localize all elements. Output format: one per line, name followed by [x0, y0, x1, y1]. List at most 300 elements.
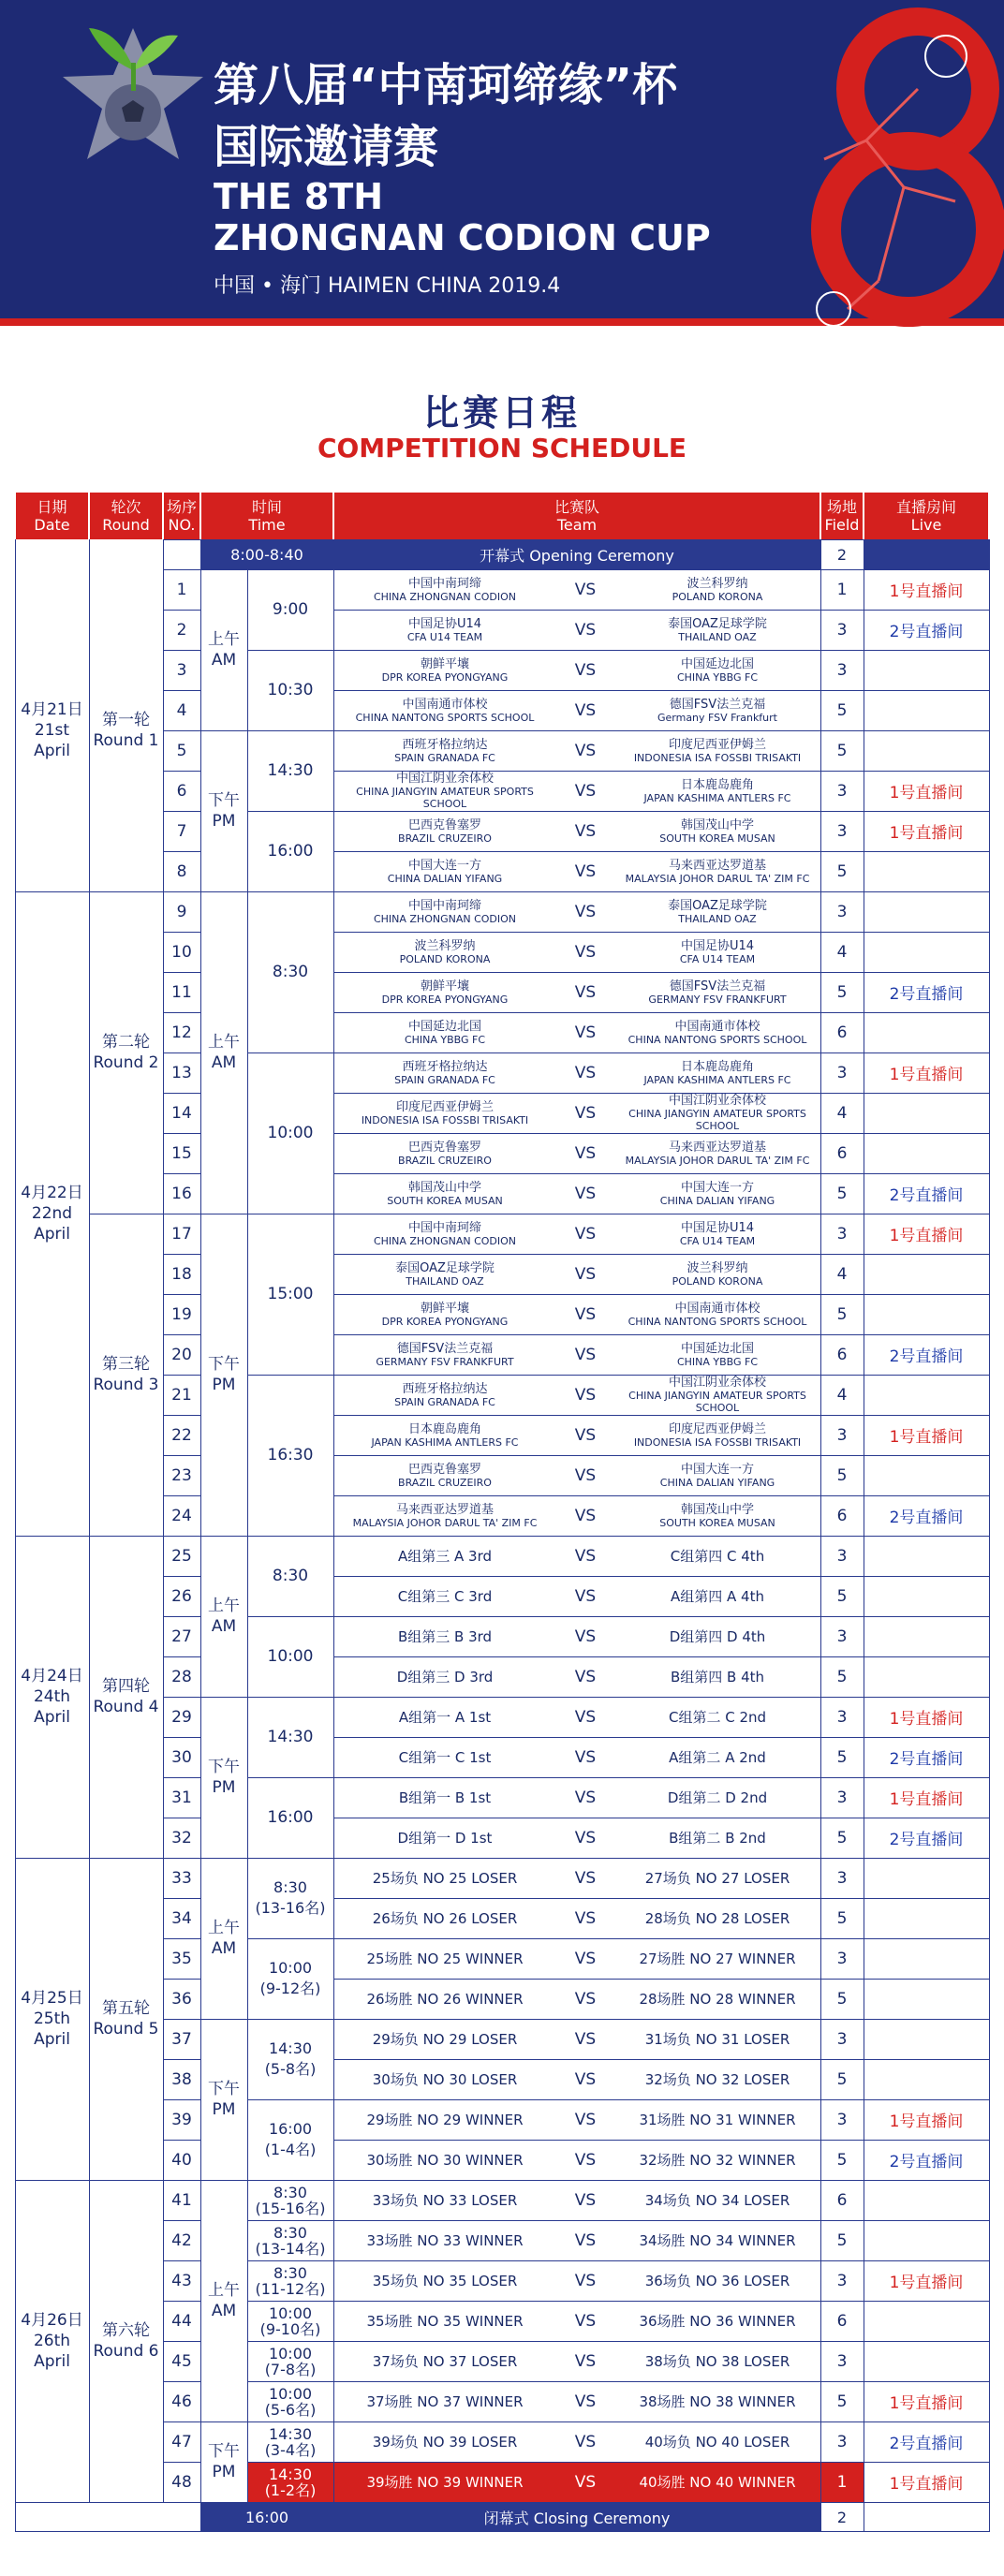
away-team — [614, 2220, 820, 2260]
field-cell: 3 — [836, 902, 848, 921]
grid-line — [200, 2421, 247, 2422]
vs-label: VS — [574, 1103, 597, 1123]
away-team — [614, 730, 820, 771]
grid-line — [200, 2180, 247, 2181]
vs-label: VS — [574, 2230, 597, 2250]
match-no: 19 — [171, 1304, 192, 1324]
time-cell: 14:30 — [267, 1728, 314, 1746]
match-no: 11 — [171, 982, 192, 1002]
away-team-en: SOUTH KOREA MUSAN — [659, 1516, 775, 1529]
live-room-link[interactable]: 2号直播间 — [889, 1186, 964, 1205]
vs-label: VS — [574, 2351, 597, 2371]
grid-line — [333, 1093, 989, 1094]
vs-label: VS — [574, 1304, 597, 1324]
home-team-cn: 中国延边北国 — [407, 1019, 481, 1034]
vs-label: VS — [574, 2029, 597, 2049]
field-cell: 5 — [836, 2392, 848, 2411]
away-team — [614, 1818, 820, 1858]
banner-title-en-2: ZHONGNAN CODION CUP — [214, 217, 711, 258]
away-team-label: A组第四 A 4th — [671, 1588, 764, 1605]
home-team — [333, 650, 556, 690]
home-team — [333, 2220, 556, 2260]
away-team-en: CHINA DALIAN YIFANG — [659, 1476, 775, 1489]
home-team-label: D组第三 D 3rd — [396, 1669, 494, 1685]
grid-line — [163, 2019, 200, 2020]
grid-line — [89, 2180, 163, 2181]
away-team — [614, 1495, 820, 1536]
field-cell: 5 — [836, 1586, 848, 1606]
away-team-cn: 德国FSV法兰克福 — [669, 697, 766, 712]
away-team — [614, 2180, 820, 2220]
grid-line — [333, 1455, 989, 1456]
vs-label: VS — [574, 1667, 597, 1686]
schedule-table — [15, 493, 989, 2562]
grid-line — [333, 1173, 989, 1174]
field-cell: 5 — [836, 2150, 848, 2170]
away-team — [614, 811, 820, 851]
away-team-en: GERMANY FSV FRANKFURT — [648, 993, 787, 1006]
home-team — [333, 1697, 556, 1737]
header-banner — [0, 0, 1004, 337]
away-team — [614, 1012, 820, 1052]
away-team-cn: 马来西亚达罗道基 — [668, 1140, 766, 1155]
home-team — [333, 1858, 556, 1898]
grid-line — [247, 730, 333, 731]
home-team — [333, 1294, 556, 1334]
grid-line — [333, 610, 989, 611]
big-eight-player-graphic — [768, 0, 1004, 337]
grid-line — [247, 2502, 333, 2503]
away-team-en: POLAND KORONA — [672, 590, 763, 603]
away-team-label: D组第四 D 4th — [669, 1628, 766, 1645]
time-cell: 15:00 — [267, 1285, 314, 1303]
vs-label: VS — [574, 741, 597, 760]
home-team-en: GERMANY FSV FRANKFURT — [376, 1355, 514, 1368]
grid-line — [333, 1536, 989, 1537]
home-team — [333, 1656, 556, 1697]
header-date: 日期 Date — [16, 493, 88, 539]
away-team-cn: 泰国OAZ足球学院 — [668, 898, 767, 913]
live-room-link[interactable]: 2号直播间 — [889, 2435, 964, 2453]
live-room-link[interactable]: 2号直播间 — [889, 1347, 964, 1366]
home-team-label: A组第一 A 1st — [398, 1709, 492, 1726]
grid-line — [89, 891, 163, 892]
live-room-link[interactable]: 2号直播间 — [889, 2153, 964, 2171]
grid-line — [163, 811, 200, 812]
field-cell: 3 — [836, 1788, 848, 1807]
match-no: 18 — [171, 1264, 192, 1284]
home-team-en: CHINA DALIAN YIFANG — [387, 872, 503, 885]
half-day-cell: 上午 AM — [208, 630, 240, 670]
match-no: 20 — [171, 1345, 192, 1364]
match-no: 36 — [171, 1989, 192, 2009]
match-no: 10 — [171, 942, 192, 962]
away-team — [614, 1737, 820, 1777]
away-team-en: CHINA YBBG FC — [676, 1355, 759, 1368]
time-cell: 8:30 (15-16名) — [255, 2183, 326, 2217]
vs-label: VS — [574, 1828, 597, 1847]
live-room-link[interactable]: 2号直播间 — [889, 623, 964, 641]
away-team — [614, 1093, 820, 1133]
away-team-cn: 中国南通市体校 — [674, 1301, 760, 1316]
field-cell: 5 — [836, 861, 848, 881]
match-no: 48 — [171, 2472, 192, 2492]
live-room-link[interactable]: 1号直播间 — [889, 1790, 964, 1809]
home-team — [333, 2341, 556, 2381]
match-no: 24 — [171, 1506, 192, 1525]
away-team-label: 34场负 NO 34 LOSER — [644, 2192, 790, 2209]
away-team — [614, 2462, 820, 2502]
away-team-cn: 印度尼西亚伊姆兰 — [668, 1421, 766, 1436]
home-team-label: 33场负 NO 33 LOSER — [372, 2192, 518, 2209]
live-room-link[interactable]: 1号直播间 — [889, 824, 964, 843]
grid-line — [333, 1576, 989, 1577]
grid-line — [333, 1858, 989, 1859]
closing-label: 闭幕式 Closing Ceremony — [333, 2502, 820, 2532]
home-team-en: INDONESIA ISA FOSSBI TRISAKTI — [361, 1113, 529, 1126]
field-cell: 3 — [836, 660, 848, 680]
grid-line — [247, 1052, 333, 1053]
field-cell: 3 — [836, 1627, 848, 1646]
home-team-cn: 波兰科罗纳 — [414, 938, 476, 953]
away-team-label: 40场胜 NO 40 WINNER — [639, 2474, 796, 2491]
round-cell: 第二轮 Round 2 — [93, 1033, 159, 1072]
match-no: 21 — [171, 1385, 192, 1405]
home-team — [333, 972, 556, 1012]
grid-line — [163, 2502, 200, 2503]
away-team — [614, 1294, 820, 1334]
away-team-label: A组第二 A 2nd — [669, 1749, 766, 1766]
grid-line — [200, 2502, 247, 2503]
vs-label: VS — [574, 2392, 597, 2411]
home-team-cn: 西班牙格拉纳达 — [402, 737, 488, 752]
grid-line — [163, 650, 200, 651]
home-team-en: CHINA JIANGYIN AMATEUR SPORTS SCHOOL — [356, 786, 534, 810]
vs-label: VS — [574, 2069, 597, 2089]
away-team-en: POLAND KORONA — [672, 1274, 763, 1288]
time-cell: 16:00 — [267, 842, 314, 861]
vs-label: VS — [574, 1425, 597, 1445]
match-no: 47 — [171, 2432, 192, 2451]
closing-field: 2 — [820, 2502, 864, 2532]
grid-line — [247, 1375, 333, 1376]
home-team — [333, 1455, 556, 1495]
home-team — [333, 1979, 556, 2019]
date-cell: 4月25日 25th April — [21, 1989, 83, 2049]
home-team — [333, 2019, 556, 2059]
match-no: 17 — [171, 1224, 192, 1244]
away-team-label: C组第四 C 4th — [670, 1548, 765, 1565]
match-no: 29 — [171, 1707, 192, 1727]
away-team-cn: 中国江阴业余体校 — [668, 1376, 766, 1390]
field-cell: 5 — [836, 1747, 848, 1767]
match-no: 4 — [176, 700, 187, 720]
grid-line — [247, 1536, 333, 1537]
match-no: 7 — [176, 821, 187, 841]
home-team-label: B组第一 B 1st — [398, 1789, 492, 1806]
vs-label: VS — [574, 1143, 597, 1163]
grid-line — [163, 771, 200, 772]
grid-line — [163, 569, 989, 570]
grid-line — [333, 1375, 989, 1376]
home-team — [333, 811, 556, 851]
away-team-label: C组第二 C 2nd — [668, 1709, 767, 1726]
grid-line — [15, 1858, 89, 1859]
grid-line — [163, 1858, 200, 1859]
vs-label: VS — [574, 1224, 597, 1244]
home-team-cn: 巴西克鲁塞罗 — [407, 1140, 481, 1155]
live-room-link[interactable]: 1号直播间 — [889, 784, 964, 802]
vs-label: VS — [574, 2110, 597, 2129]
grid-line — [333, 2180, 989, 2181]
time-cell: 10:00 — [267, 1647, 314, 1666]
grid-line — [333, 730, 989, 731]
header-field: 场地 Field — [821, 493, 863, 539]
grid-line — [200, 891, 247, 892]
match-no: 46 — [171, 2392, 192, 2411]
away-team-cn: 中国足协U14 — [680, 1220, 755, 1235]
field-cell: 4 — [836, 1103, 848, 1123]
away-team — [614, 2381, 820, 2421]
home-team — [333, 891, 556, 932]
home-team-en: BRAZIL CRUZEIRO — [398, 1154, 492, 1167]
home-team-label: 26场胜 NO 26 WINNER — [366, 1991, 524, 2008]
home-team-en: CFA U14 TEAM — [406, 630, 483, 643]
home-team — [333, 610, 556, 650]
live-room-link[interactable]: 1号直播间 — [889, 2274, 964, 2292]
date-cell: 4月26日 26th April — [21, 2311, 83, 2371]
away-team-en: CHINA JIANGYIN AMATEUR SPORTS SCHOOL — [628, 1108, 806, 1132]
grid-line — [163, 2180, 200, 2181]
home-team-cn: 巴西克鲁塞罗 — [407, 1462, 481, 1477]
grid-line — [163, 851, 200, 852]
grid-line — [163, 1375, 200, 1376]
match-no: 39 — [171, 2110, 192, 2129]
date-cell: 4月22日 22nd April — [21, 1184, 83, 1244]
away-team-en: THAILAND OAZ — [678, 912, 757, 925]
live-room-link[interactable]: 1号直播间 — [889, 1710, 964, 1729]
away-team — [614, 610, 820, 650]
grid-line — [15, 891, 89, 892]
match-no: 1 — [176, 580, 187, 599]
away-team — [614, 1616, 820, 1656]
away-team-en: SOUTH KOREA MUSAN — [659, 832, 775, 845]
field-cell: 5 — [836, 1908, 848, 1928]
vs-label: VS — [574, 1586, 597, 1606]
live-room-link[interactable]: 2号直播间 — [889, 985, 964, 1004]
grid-line — [163, 1415, 200, 1416]
home-team-label: 37场负 NO 37 LOSER — [372, 2353, 518, 2370]
home-team-cn: 朝鲜平壤 — [420, 656, 469, 671]
half-day-cell: 上午 AM — [208, 1919, 240, 1958]
away-team-en: MALAYSIA JOHOR DARUL TA' ZIM FC — [625, 1154, 810, 1167]
match-no: 22 — [171, 1425, 192, 1445]
time-cell: 10:00 (5-6名) — [264, 2384, 317, 2419]
home-team-en: SPAIN GRANADA FC — [394, 1073, 495, 1086]
field-cell: 5 — [836, 1828, 848, 1847]
away-team-cn: 波兰科罗纳 — [687, 1260, 748, 1275]
home-team-cn: 朝鲜平壤 — [420, 979, 469, 994]
match-no: 37 — [171, 2029, 192, 2049]
match-no: 27 — [171, 1627, 192, 1646]
header-no: 场序 NO. — [164, 493, 199, 539]
home-team — [333, 1576, 556, 1616]
home-team-en: SOUTH KOREA MUSAN — [387, 1194, 503, 1207]
live-room-link[interactable]: 1号直播间 — [889, 1066, 964, 1084]
field-cell: 3 — [836, 1868, 848, 1888]
match-no: 26 — [171, 1586, 192, 1606]
home-team — [333, 1133, 556, 1173]
time-cell: 16:00 (1-4名) — [264, 2120, 317, 2158]
away-team-en: THAILAND OAZ — [678, 630, 757, 643]
home-team — [333, 569, 556, 610]
match-no: 31 — [171, 1788, 192, 1807]
grid-line — [200, 730, 247, 731]
away-team-en: INDONESIA ISA FOSSBI TRISAKTI — [633, 751, 802, 764]
live-room-link[interactable]: 1号直播间 — [889, 2394, 964, 2413]
live-room-link[interactable]: 1号直播间 — [889, 1227, 964, 1245]
grid-line — [333, 1415, 989, 1416]
grid-line — [247, 2381, 333, 2382]
grid-line — [333, 972, 989, 973]
grid-line — [333, 1656, 989, 1657]
field-cell: 3 — [836, 2029, 848, 2049]
match-no: 30 — [171, 1747, 192, 1767]
time-cell: 8:30 (13-16名) — [255, 1878, 326, 1917]
grid-line — [89, 1536, 163, 1537]
grid-line — [163, 1777, 200, 1778]
vs-label: VS — [574, 1264, 597, 1284]
live-room-link[interactable]: 2号直播间 — [889, 1750, 964, 1769]
grid-line — [333, 690, 989, 691]
home-team-label: A组第三 A 3rd — [397, 1548, 493, 1565]
home-team-label: 30场负 NO 30 LOSER — [372, 2071, 518, 2088]
home-team-cn: 德国FSV法兰克福 — [396, 1341, 494, 1356]
grid-line — [163, 1133, 200, 1134]
home-team — [333, 1818, 556, 1858]
live-room-link[interactable]: 1号直播间 — [889, 1428, 964, 1447]
live-room-link[interactable]: 2号直播间 — [889, 1831, 964, 1849]
time-cell: 9:00 — [272, 600, 309, 619]
home-team — [333, 1012, 556, 1052]
grid-line — [163, 1697, 200, 1698]
grid-line — [247, 2220, 333, 2221]
grid-line — [163, 2140, 200, 2141]
away-team-cn: 日本鹿岛鹿角 — [680, 1059, 754, 1074]
home-team — [333, 771, 556, 811]
away-team-en: CFA U14 TEAM — [679, 1234, 756, 1247]
away-team — [614, 569, 820, 610]
live-room-link[interactable]: 1号直播间 — [889, 582, 964, 601]
away-team-label: 28场胜 NO 28 WINNER — [639, 1991, 796, 2008]
vs-label: VS — [574, 620, 597, 640]
away-team — [614, 690, 820, 730]
grid-line — [247, 1777, 333, 1778]
away-team-cn: 印度尼西亚伊姆兰 — [668, 737, 766, 752]
field-cell: 5 — [836, 1989, 848, 2009]
grid-line — [333, 1294, 989, 1295]
home-team-cn: 中国中南珂缔 — [407, 1220, 481, 1235]
home-team-label: 33场胜 NO 33 WINNER — [366, 2232, 524, 2249]
home-team — [333, 2421, 556, 2462]
grid-line — [163, 1052, 200, 1053]
home-team — [333, 1254, 556, 1294]
grid-line — [333, 851, 989, 852]
match-no: 41 — [171, 2190, 192, 2210]
match-no: 16 — [171, 1184, 192, 1203]
match-no: 44 — [171, 2311, 192, 2331]
match-no: 33 — [171, 1868, 192, 1888]
live-room-link[interactable]: 1号直播间 — [889, 2112, 964, 2131]
live-room-link[interactable]: 2号直播间 — [889, 1509, 964, 1527]
home-team — [333, 730, 556, 771]
away-team — [614, 2140, 820, 2180]
vs-label: VS — [574, 1949, 597, 1968]
home-team — [333, 2462, 556, 2502]
home-team — [333, 2099, 556, 2140]
away-team — [614, 932, 820, 972]
away-team — [614, 1334, 820, 1375]
grid-line — [163, 1294, 200, 1295]
home-team — [333, 2260, 556, 2301]
away-team — [614, 1576, 820, 1616]
grid-line — [247, 2019, 333, 2020]
live-room-link[interactable]: 1号直播间 — [889, 2475, 964, 2494]
grid-line — [333, 811, 989, 812]
grid-line — [15, 1536, 89, 1537]
away-team-label: 38场负 NO 38 LOSER — [644, 2353, 790, 2370]
vs-label: VS — [574, 1868, 597, 1888]
away-team — [614, 1254, 820, 1294]
home-team — [333, 1375, 556, 1415]
field-cell: 1 — [836, 580, 848, 599]
away-team-en: CHINA NANTONG SPORTS SCHOOL — [628, 1315, 807, 1328]
home-team-en: DPR KOREA PYONGYANG — [381, 1315, 509, 1328]
grid-line — [163, 2462, 200, 2463]
grid-line — [247, 2462, 333, 2463]
field-cell: 3 — [836, 2271, 848, 2290]
grid-line — [163, 1455, 200, 1456]
vs-label: VS — [574, 580, 597, 599]
away-team — [614, 1214, 820, 1254]
match-no: 34 — [171, 1908, 192, 1928]
away-team — [614, 891, 820, 932]
home-team-en: MALAYSIA JOHOR DARUL TA' ZIM FC — [352, 1516, 538, 1529]
home-team-label: D组第一 D 1st — [397, 1830, 493, 1847]
cup-logo-icon — [52, 11, 215, 166]
home-team-cn: 韩国茂山中学 — [407, 1180, 481, 1195]
vs-label: VS — [574, 700, 597, 720]
grid-line — [163, 932, 200, 933]
away-team — [614, 650, 820, 690]
half-day-cell: 下午 PM — [208, 791, 240, 831]
field-cell: 6 — [836, 1345, 848, 1364]
grid-line — [163, 2341, 200, 2342]
home-team-cn: 朝鲜平壤 — [420, 1301, 469, 1316]
grid-line — [247, 811, 333, 812]
field-cell: 3 — [836, 821, 848, 841]
away-team-en: CHINA DALIAN YIFANG — [659, 1194, 775, 1207]
away-team-cn: 泰国OAZ足球学院 — [668, 616, 767, 631]
vs-label: VS — [574, 1908, 597, 1928]
match-no: 8 — [176, 861, 187, 881]
grid-line — [163, 1737, 200, 1738]
grid-line — [333, 2421, 989, 2422]
match-no: 9 — [176, 902, 187, 921]
away-team-cn: 韩国茂山中学 — [680, 1502, 754, 1517]
banner-title-en-1: THE 8TH — [214, 176, 384, 217]
field-cell: 3 — [836, 2351, 848, 2371]
